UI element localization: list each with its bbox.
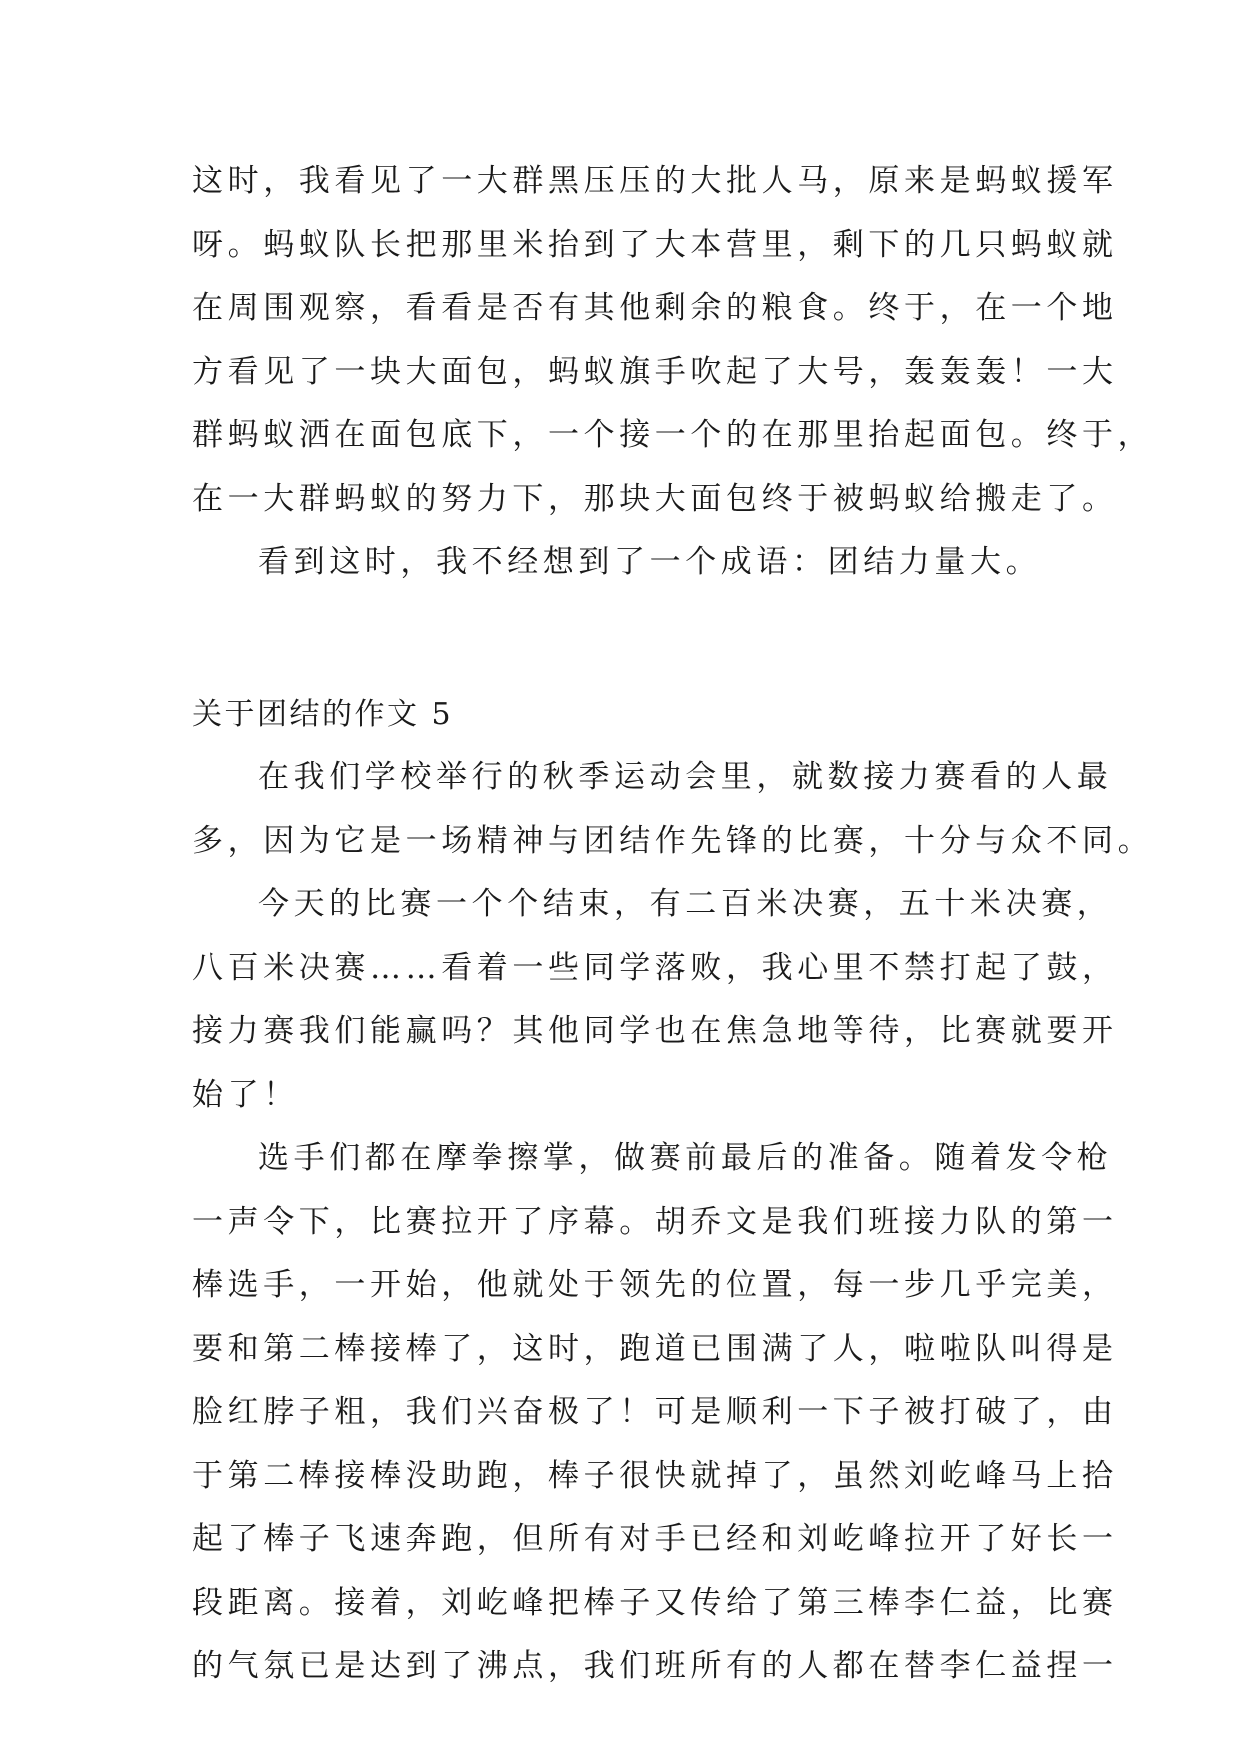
text-line: 接力赛我们能赢吗？其他同学也在焦急地等待，比赛就要开 — [192, 1013, 1118, 1049]
text-line: 起了棒子飞速奔跑，但所有对手已经和刘屹峰拉开了好长一 — [192, 1521, 1118, 1557]
text-line: 段距离。接着，刘屹峰把棒子又传给了第三棒李仁益，比赛 — [192, 1584, 1118, 1621]
text-line: 在一大群蚂蚁的努力下，那块大面包终于被蚂蚁给搬走了。 — [192, 480, 1118, 517]
text-line: 八百米决赛……看着一些同学落败，我心里不禁打起了鼓， — [192, 949, 1118, 986]
text-line: 群蚂蚁洒在面包底下，一个接一个的在那里抬起面包。终于， — [192, 417, 1154, 453]
paragraph-races — [192, 873, 1118, 1127]
paragraph-intro — [192, 746, 1154, 873]
section-title: 关于团结的作文 5 — [192, 696, 454, 732]
section-spacer — [192, 595, 1072, 683]
text-line: 于第二棒接棒没助跑，棒子很快就掉了，虽然刘屹峰马上拾 — [192, 1457, 1118, 1494]
paragraph-relay — [192, 1127, 1118, 1699]
closing-sentence: 看到这时，我不经想到了一个成语：团结力量大。 — [258, 544, 1042, 580]
text-line: 要和第二棒接棒了，这时，跑道已围满了人，啦啦队叫得是 — [192, 1330, 1118, 1367]
text-line: 选手们都在摩拳擦掌，做赛前最后的准备。随着发令枪 — [258, 1140, 1113, 1176]
text-line: 在周围观察，看看是否有其他剩余的粮食。终于，在一个地 — [192, 290, 1118, 326]
text-line: 多，因为它是一场精神与团结作先锋的比赛，十分与众不同。 — [192, 822, 1154, 859]
text-line: 在我们学校举行的秋季运动会里，就数接力赛看的人最 — [258, 759, 1113, 795]
text-line: 今天的比赛一个个结束，有二百米决赛，五十米决赛， — [258, 886, 1113, 922]
document-page — [192, 150, 1154, 1699]
text-line: 棒选手，一开始，他就处于领先的位置，每一步几乎完美， — [192, 1267, 1118, 1303]
text-line: 方看见了一块大面包，蚂蚁旗手吹起了大号，轰轰轰！一大 — [192, 353, 1118, 390]
paragraph-ant-story — [192, 150, 1154, 531]
text-line: 呀。蚂蚁队长把那里米抬到了大本营里，剩下的几只蚂蚁就 — [192, 226, 1118, 263]
text-line: 脸红脖子粗，我们兴奋极了！可是顺利一下子被打破了，由 — [192, 1394, 1118, 1430]
text-line: 的气氛已是达到了沸点，我们班所有的人都在替李仁益捏一 — [192, 1648, 1118, 1684]
text-line: 始了！ — [192, 1076, 299, 1113]
text-line: 这时，我看见了一大群黑压压的大批人马，原来是蚂蚁援军 — [192, 163, 1118, 199]
text-line: 一声令下，比赛拉开了序幕。胡乔文是我们班接力队的第一 — [192, 1203, 1118, 1240]
